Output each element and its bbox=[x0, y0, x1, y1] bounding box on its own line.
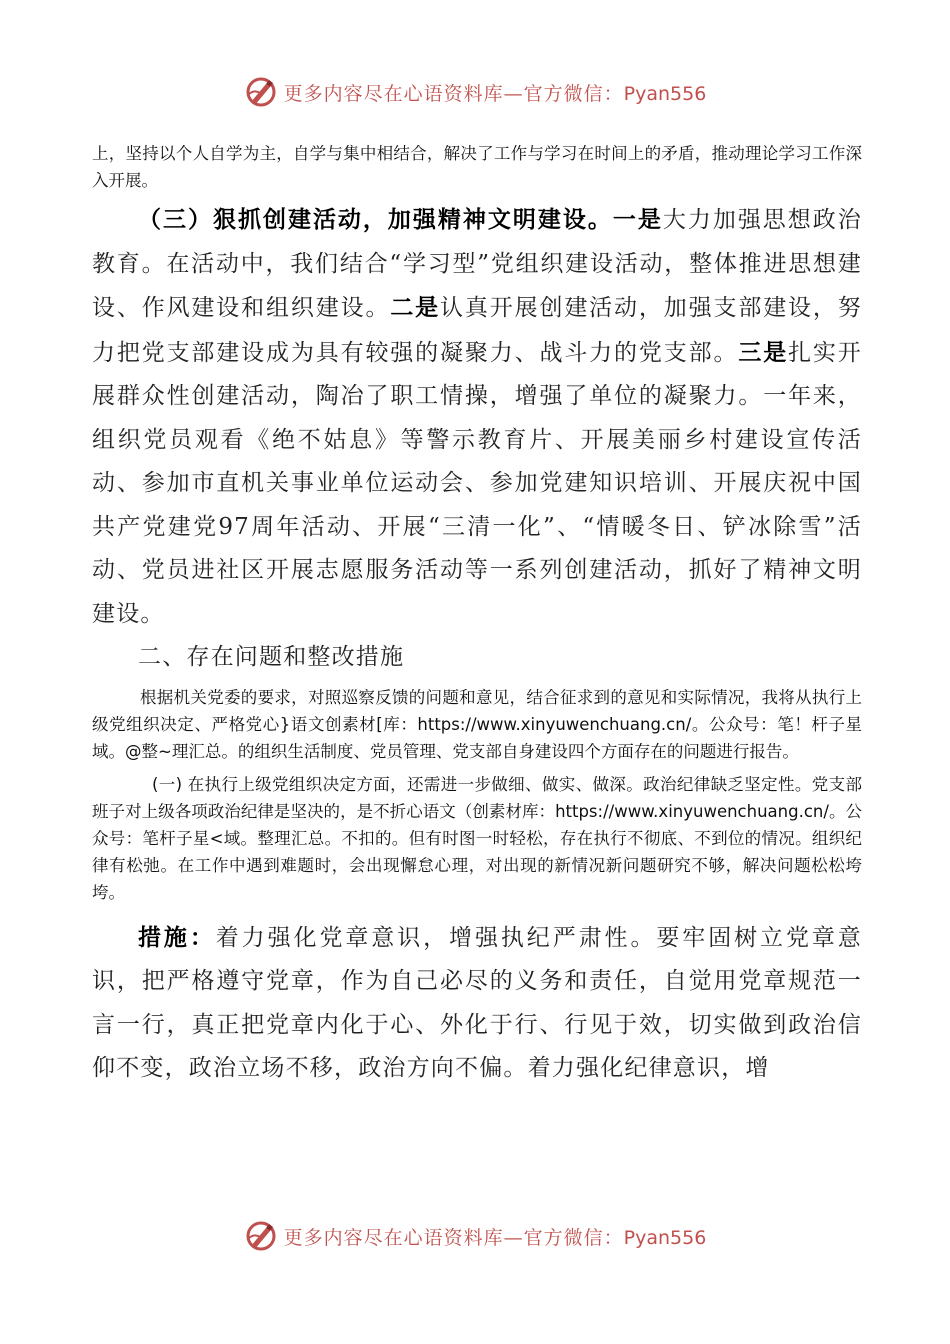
section-heading-problems: 二、存在问题和整改措施 bbox=[138, 644, 405, 670]
paragraph-measures: 措施：着力强化党章意识，增强执纪严肃性。要牢固树立党章意识，把严格遵守党章，作为自己必尽的义务和责任，自觉用党章规范一言一行，真正把党章内化于心、外化于行、行见于效，切实做到政治信仰不变，政治立场不移，政治方向不偏。着力强化纪律意识，增 bbox=[92, 923, 863, 1081]
pen-logo-icon bbox=[244, 75, 278, 109]
paragraph-problem-one: (一) 在执行上级党组织决定方面，还需进一步做细、做实、做深。政治纪律缺乏坚定性。党支部班子对上级各项政治纪律是坚决的，是不折心语文（创素材库：https://www.xinyuwenchuang.cn/。公众号：笔杆子星<域。整理汇总。不扣的。但有时图一时轻松，存在执行不彻底、不到位的情况。组织纪律有松弛。在工作中遇到难题时，会出现懈怠心理，对出现的新情况新问题研究不够，解决问题松松垮垮。 bbox=[92, 774, 862, 902]
document-body bbox=[92, 140, 862, 1091]
paragraph-creation-activities: （三）狠抓创建活动，加强精神文明建设。一是大力加强思想政治教育。在活动中，我们结合“学习型”党组织建设活动，整体推进思想建设、作风建设和组织建设。二是认真开展创建活动，加强支部建设，努力把党支部建设成为具有较强的凝聚力、战斗力的党支部。三是扎实开展群众性创建活动，陶冶了职工情操，增强了单位的凝聚力。一年来，组织党员观看《绝不姑息》等警示教育片、开展美丽乡村建设宣传活动、参加市直机关事业单位运动会、参加党建知识培训、开展庆祝中国共产党建党97周年活动、开展“三清一化”、“情暖冬日、铲冰除雪”活动、党员进社区开展志愿服务活动等一系列创建活动，抓好了精神文明建设。 bbox=[92, 206, 862, 627]
header-banner bbox=[0, 72, 950, 112]
header-banner-text: 更多内容尽在心语资料库—官方微信：Pyan556 bbox=[283, 82, 707, 105]
pen-logo-icon bbox=[244, 1219, 278, 1253]
paragraph-intro-continuation: 上，坚持以个人自学为主，自学与集中相结合，解决了工作与学习在时间上的矛盾，推动理论学习工作深入开展。 bbox=[92, 144, 862, 190]
footer-banner-text: 更多内容尽在心语资料库—官方微信：Pyan556 bbox=[283, 1226, 707, 1249]
subheading-creation-activities: （三）狠抓创建活动，加强精神文明建设。 bbox=[138, 206, 613, 233]
footer-banner bbox=[0, 1216, 950, 1256]
measures-label: 措施： bbox=[138, 923, 216, 951]
paragraph-report-scope: 根据机关党委的要求，对照巡察反馈的问题和意见，结合征求到的意见和实际情况，我将从执行上级党组织决定、严格党心}语文创素材[库：https://www.xinyuwenchuang.cn/。公众号：笔！杆子星域。@整~理汇总。的组织生活制度、党员管理、党支部自身建设四个方面存在的问题进行报告。 bbox=[92, 687, 862, 761]
